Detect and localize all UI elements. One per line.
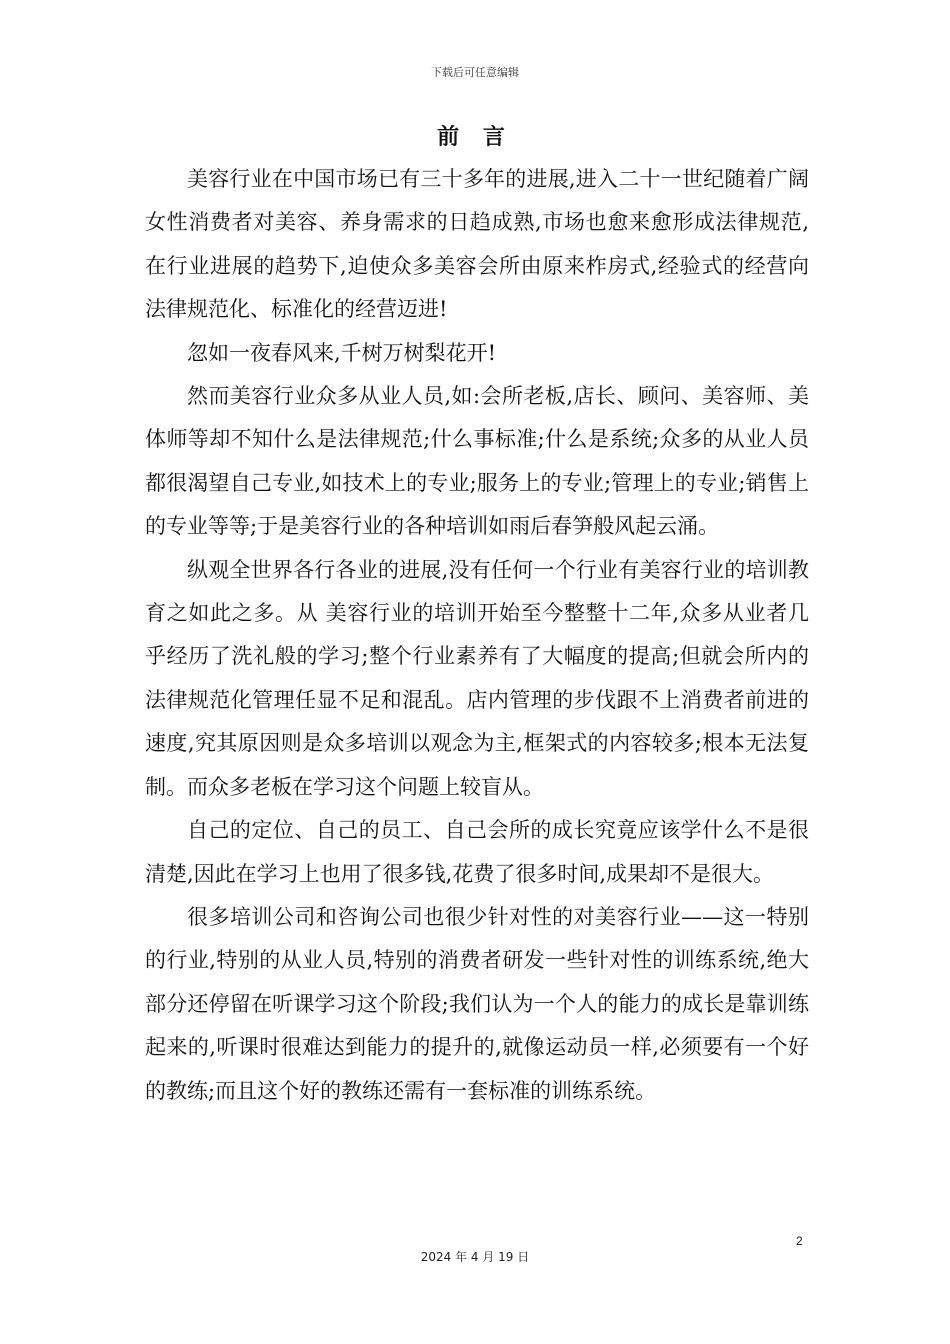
body-text [145,158,809,1113]
paragraph: 自己的定位、自己的员工、自己会所的成长究竟应该学什么不是很清楚,因此在学习上也用了很多钱,花费了很多时间,成果却不是很大。 [145,818,809,886]
paragraph: 然而美容行业众多从业人员,如:会所老板,店长、顾问、美容师、美体师等却不知什么是法律规范;什么事标准;什么是系统;众多的从业人员都很渴望自己专业,如技术上的专业;服务上的专业;管理上的专业;销售上的专业等等;于是美容行业的各种培训如雨后春笋般风起云涌。 [145,384,809,539]
page-number: 2 [796,1234,803,1248]
paragraph: 美容行业在中国市场已有三十多年的进展,进入二十一世纪随着广阔女性消费者对美容、养身需求的日趋成熟,市场也愈来愈形成法律规范,在行业进展的趋势下,迫使众多美容会所由原来柞房式,经验式的经营向法律规范化、标准化的经营迈进! [145,167,809,322]
paragraph: 纵观全世界各行各业的进展,没有任何一个行业有美容行业的培训教育之如此之多。从 美容行业的培训开始至今整整十二年,众多从业者几乎经历了洗礼般的学习;整个行业素养有了大幅度的提高;但就会所内的法律规范化管理任显不足和混乱。店内管理的步伐跟不上消费者前进的速度,究其原因则是众多培训以观念为主,框架式的内容较多;根本无法复制。而众多老板在学习这个问题上较盲从。 [145,557,809,799]
page-title: 前 言 [437,124,513,150]
paragraph: 很多培训公司和咨询公司也很少针对性的对美容行业——这一特别的行业,特别的从业人员,特别的消费者研发一些针对性的训练系统,绝大部分还停留在听课学习这个阶段;我们认为一个人的能力的成长是靠训练起来的,听课时很难达到能力的提升的,就像运动员一样,必须要有一个好的教练;而且这个好的教练还需有一套标准的训练系统。 [145,904,809,1103]
paragraph: 忽如一夜春风来,千树万树梨花开! [187,340,497,365]
footer-date: 2024 年 4 月 19 日 [420,1250,530,1264]
header-note: 下载后可任意编辑 [431,66,519,79]
